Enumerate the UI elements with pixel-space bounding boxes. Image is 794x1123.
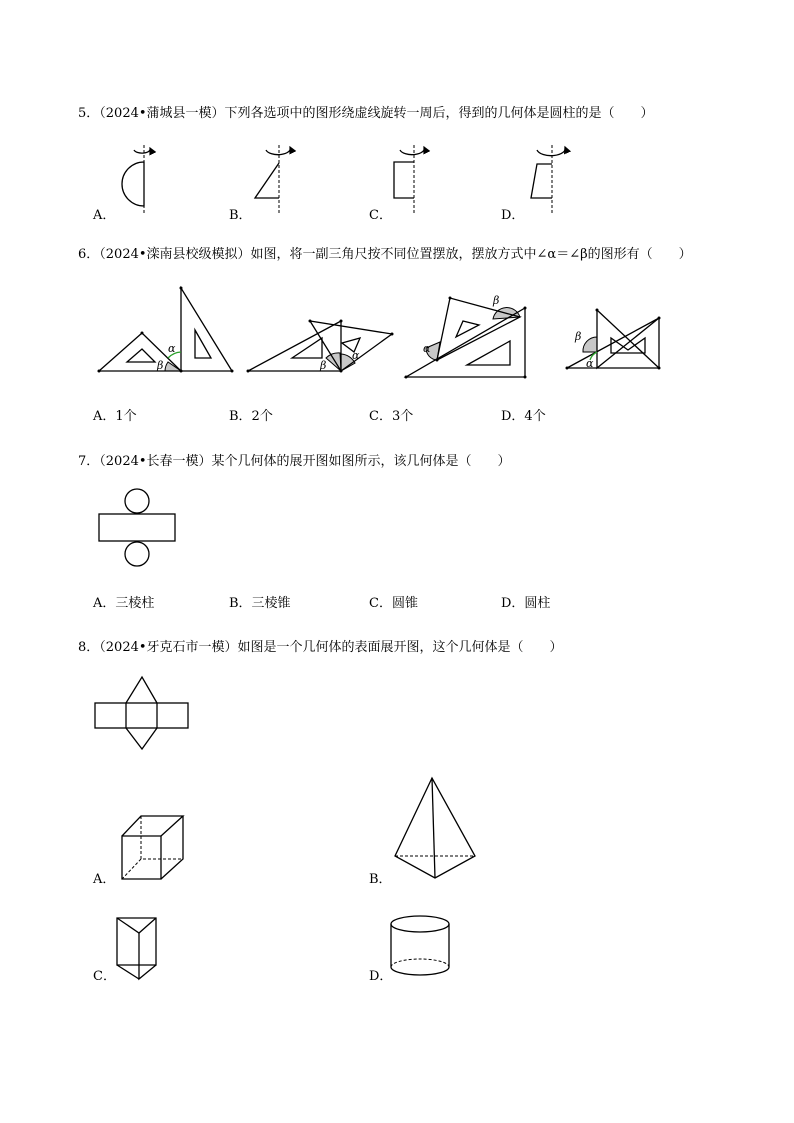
beta-label: β: [157, 359, 164, 372]
q5-option-d-figure: [531, 145, 565, 213]
q7-net-figure: [95, 488, 195, 578]
q7-option-d[interactable]: D．圆柱: [501, 596, 551, 611]
q6-figure-3: [405, 294, 527, 379]
beta-label: β: [575, 330, 582, 343]
q6-option-b[interactable]: B．2个: [229, 409, 273, 424]
alpha-label: α: [586, 357, 594, 370]
q5-option-d[interactable]: D．: [501, 208, 525, 223]
q8-option-d[interactable]: D．: [369, 969, 393, 984]
q6-figure-4: [566, 309, 661, 371]
q7-option-c[interactable]: C．圆锥: [369, 596, 418, 611]
q6-figure-2: [247, 320, 394, 373]
q5-option-a[interactable]: A．: [93, 208, 116, 223]
q6-figure-1: [98, 287, 234, 373]
q8-net-figure: [92, 672, 202, 752]
alpha-label: α: [352, 349, 360, 362]
question-6-stem: 6．（2024•滦南县校级模拟）如图，将一副三角尺按不同位置摆放，摆放方式中∠α＝∠β的图形有（ ）: [78, 247, 692, 262]
q8-option-b-pyramid: [388, 772, 488, 882]
q5-option-b-figure: [255, 145, 290, 213]
q6-option-c[interactable]: C．3个: [369, 409, 414, 424]
q8-option-b[interactable]: B．: [369, 872, 392, 887]
alpha-label: α: [168, 342, 176, 355]
alpha-label: α: [423, 342, 431, 355]
q5-option-a-figure: [122, 145, 150, 213]
q8-option-d-cylinder: [386, 912, 466, 982]
q8-option-a[interactable]: A．: [93, 872, 116, 887]
question-7-stem: 7．（2024•长春一模）某个几何体的展开图如图所示，该几何体是（ ）: [78, 454, 511, 469]
beta-label: β: [493, 294, 500, 307]
q6-option-d[interactable]: D．4个: [501, 409, 546, 424]
q8-option-c-prism: [112, 915, 182, 985]
question-5-stem: 5．（2024•蒲城县一模）下列各选项中的图形绕虚线旋转一周后，得到的几何体是圆柱的是（ ）: [78, 106, 654, 121]
q7-option-b[interactable]: B．三棱锥: [229, 596, 291, 611]
q5-option-b[interactable]: B．: [229, 208, 252, 223]
q8-option-c[interactable]: C．: [93, 969, 116, 984]
q6-figures: [0, 280, 700, 390]
q8-option-a-cube: [115, 812, 195, 882]
q7-option-a[interactable]: A．三棱柱: [93, 596, 155, 611]
q5-option-c[interactable]: C．: [369, 208, 392, 223]
q6-option-a[interactable]: A．1个: [93, 409, 137, 424]
beta-label: β: [320, 359, 327, 372]
q5-option-c-figure: [394, 145, 424, 213]
question-8-stem: 8．（2024•牙克石市一模）如图是一个几何体的表面展开图，这个几何体是（ ）: [78, 640, 563, 655]
